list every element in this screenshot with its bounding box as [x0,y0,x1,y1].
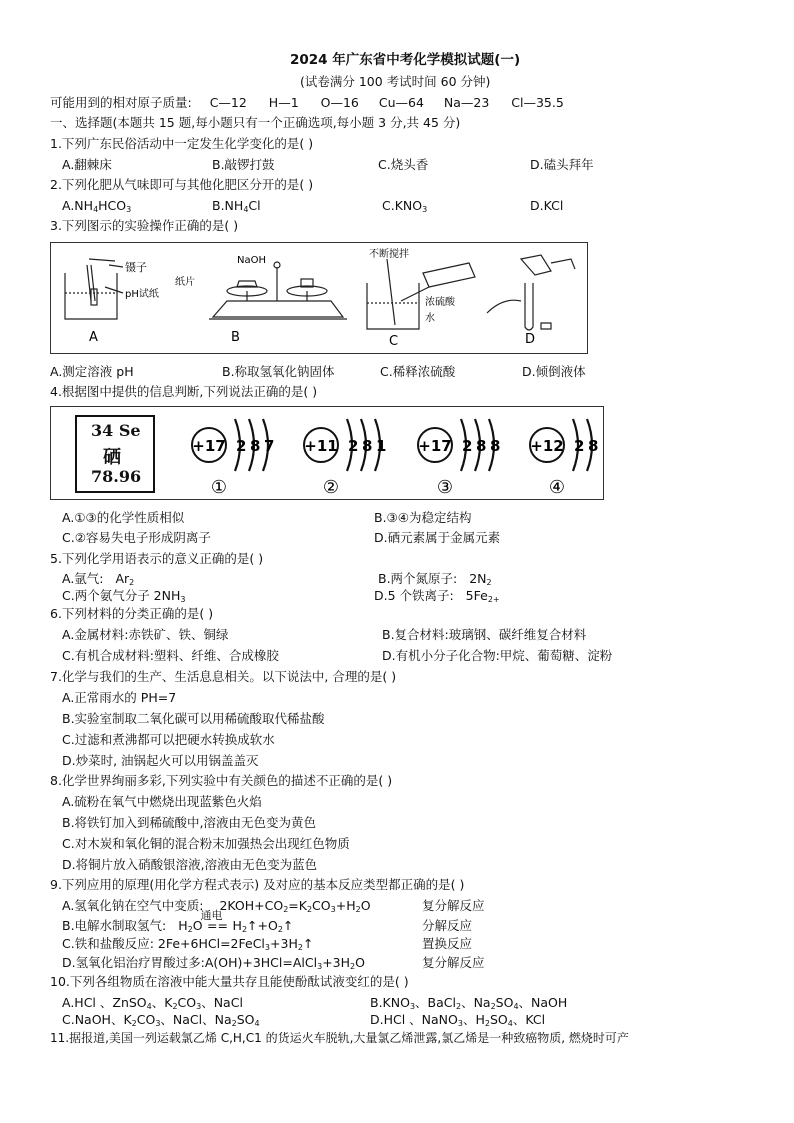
q7-option-b: B.实验室制取二氧化碳可以用稀硫酸取代稀盐酸 [62,711,325,726]
q10-stem: 10.下列各组物质在溶液中能大量共存且能使酚酞试液变红的是( ) [50,974,409,989]
q4-option-b: B.③④为稳定结构 [374,510,472,525]
naoh-label: NaOH [237,255,266,266]
q2-option-d: D.KCl [530,198,564,213]
q5-option-d: D.5 个铁离子: $5Fe_{2+}$ [374,588,500,604]
q10-option-d: D.HCl 、NaNO$_3$、$H_2SO_4$、KCl [370,1012,546,1028]
q1-option-b: B.敲锣打鼓 [212,157,275,172]
q6-option-d: D.有机小分子化合物:甲烷、葡萄糖、淀粉 [382,648,613,663]
atom-tag: ① [210,477,228,498]
q3-figure [50,242,588,354]
mass-cl: Cl—35.5 [511,95,564,110]
electron-count: 1 [376,437,387,455]
mass-c: C—12 [209,95,247,110]
paper-label: 纸片 [175,277,195,288]
atomic-mass: 78.96 [91,467,142,486]
q3-option-c: C.稀释浓硫酸 [380,364,456,379]
operation-a-tag: A [89,330,98,345]
q8-option-a: A.硫粉在氧气中燃烧出现蓝紫色火焰 [62,794,262,809]
electron-count: 2 [574,437,585,455]
q8-option-b: B.将铁钉加入到稀硫酸中,溶液由无色变为黄色 [62,815,317,830]
lab-operations-illustration [51,243,587,353]
atom-tag: ② [322,477,340,498]
q3-option-b: B.称取氢氧化钠固体 [222,364,335,379]
q5-option-b: B.两个氮原子: $2N_2$ [378,571,492,587]
operation-b-image [209,262,347,319]
atomic-number: 34 [91,421,114,440]
element-name: 硒 [103,447,121,468]
q9-option-c: C.铁和盐酸反应: $2Fe+6HCl=2FeCl_3+3H_2↑$ [62,936,314,952]
q7-stem: 7.化学与我们的生产、生活息息相关。以下说法中, 合理的是( ) [50,669,397,684]
page-title: 2024 年广东省中考化学模拟试题(一) [290,52,521,68]
q1-option-d: D.磕头拜年 [530,157,594,172]
electron-count: 8 [490,437,501,455]
q4-option-a: A.①③的化学性质相似 [62,510,185,525]
q4-option-c: C.②容易失电子形成阴离子 [62,530,211,545]
q6-option-a: A.金属材料:赤铁矿、铁、铜绿 [62,627,229,642]
q2-stem: 2.下列化肥从气味即可与其他化肥区分开的是( ) [50,177,314,192]
q2-option-c: $C.KNO_3$ [382,198,428,214]
water-label: 水 [425,313,435,324]
q1-option-a: A.翻棘床 [62,157,112,172]
q9-type-c: 置换反应 [422,936,473,951]
element-symbol: Se [118,421,141,440]
q5-stem: 5.下列化学用语表示的意义正确的是( ) [50,551,264,566]
electron-count: 2 [462,437,473,455]
q8-option-c: C.对木炭和氧化铜的混合粉末加强热会出现红色物质 [62,836,350,851]
q9-stem: 9.下列应用的原理(用化学方程式表示) 及对应的基本反应类型都正确的是( ) [50,877,465,892]
operation-d-tag: D [525,332,536,347]
mass-na: Na—23 [443,95,490,110]
acid-label: 浓硫酸 [425,297,455,308]
q9-type-a: 复分解反应 [422,898,485,913]
q8-stem: 8.化学世界绚丽多彩,下列实验中有关颜色的描述不正确的是( ) [50,773,393,788]
q6-option-b: B.复合材料:玻璃钢、碳纤维复合材料 [382,627,587,642]
q9-type-b: 分解反应 [422,918,473,933]
q10-option-b: $B.KNO_3$、BaCl$_2$、$Na_2SO_4$、NaOH [370,995,568,1011]
electron-count: 8 [362,437,373,455]
section-heading: 一、选择题(本题共 15 题,每小题只有一个正确选项,每小题 3 分,共 45 分) [50,115,461,130]
q2-option-a: $A.NH_4HCO_3$ [62,198,132,214]
q9-option-d: D.氢氧化铝治疗胃酸过多$:A(OH)+3HCl=AlCl_3+3H_2O$ [62,955,365,971]
nucleus-charge: +17 [192,437,226,455]
electron-count: 8 [250,437,261,455]
q4-option-d: D.硒元素属于金属元素 [374,530,501,545]
nucleus-charge: +11 [304,437,338,455]
nucleus-charge: +17 [418,437,452,455]
mass-h: H—1 [268,95,299,110]
q1-option-c: C.烧头香 [378,157,429,172]
operation-c-tag: C [389,334,399,349]
q4-stem: 4.根据图中提供的信息判断,下列说法正确的是( ) [50,384,318,399]
atomic-masses-label: 可能用到的相对原子质量: [50,95,192,110]
q10-option-c: C.NaOH、$K_2CO_3$、NaCl、$Na_2SO_4$ [62,1012,260,1028]
electron-count: 7 [264,437,275,455]
q6-option-c: C.有机合成材料:塑料、纤维、合成橡胶 [62,648,279,663]
atom-tag: ③ [436,477,454,498]
q3-option-d: D.倾倒液体 [522,364,586,379]
electron-count: 8 [588,437,599,455]
q7-option-d: D.炒菜时, 油锅起火可以用锅盖盖灭 [62,753,259,768]
operation-b-tag: B [231,330,240,345]
mass-cu: Cu—64 [378,95,424,110]
q6-stem: 6.下列材料的分类正确的是( ) [50,606,214,621]
q5-option-c: C.两个氨气分子 $2NH_3$ [62,588,186,604]
q5-option-a: A.氩气: $Ar_2$ [62,571,135,587]
q7-option-c: C.过滤和煮沸都可以把硬水转换成软水 [62,732,275,747]
q9-type-d: 复分解反应 [422,955,485,970]
atomic-masses [50,95,564,111]
q1-stem: 1.下列广东民俗活动中一定发生化学变化的是( ) [50,136,314,151]
q4-figure [50,406,604,500]
q9-option-a: A.氢氧化钠在空气中变质: $2KOH+CO_2=K_2CO_3+H_2O$ [62,898,371,914]
mass-o: O—16 [320,95,359,110]
ph-paper-label: pH试纸 [125,289,159,300]
operation-a-image [65,259,123,319]
q3-stem: 3.下列图示的实验操作正确的是( ) [50,218,239,233]
atom-tag: ④ [548,477,566,498]
q9-option-b: B.电解水制取氢气: $H_2O$ 通电 == $H_2↑+O_2↑$ [62,909,294,934]
q10-option-a: A.HCl 、ZnSO$_4$、$K_2CO_3$、NaCl [62,995,243,1011]
electron-count: 8 [476,437,487,455]
electron-count: 2 [236,437,247,455]
stir-label: 不断搅拌 [369,249,409,260]
q8-option-d: D.将铜片放入硝酸银溶液,溶液由无色变为蓝色 [62,857,318,872]
q7-option-a: A.正常雨水的 PH=7 [62,690,177,705]
atomic-structure-diagrams [51,407,603,499]
operation-c-image [367,259,475,329]
page-subtitle: (试卷满分 100 考试时间 60 分钟) [300,74,491,89]
q2-option-b: $B.NH_4Cl$ [212,198,261,214]
q3-option-a: A.测定溶液 pH [50,364,134,379]
q11-stem: 11.据报道,美国一列运载氯乙烯 C,H,C1 的货运火车脱轨,大量氯乙烯泄露,氯乙烯是一种致癌物质, 燃烧时可产 [50,1031,629,1045]
electron-count: 2 [348,437,359,455]
operation-d-image [487,255,575,330]
tweezers-label: 镊子 [125,261,147,274]
reaction-condition: 通电 [200,909,223,922]
nucleus-charge: +12 [530,437,564,455]
